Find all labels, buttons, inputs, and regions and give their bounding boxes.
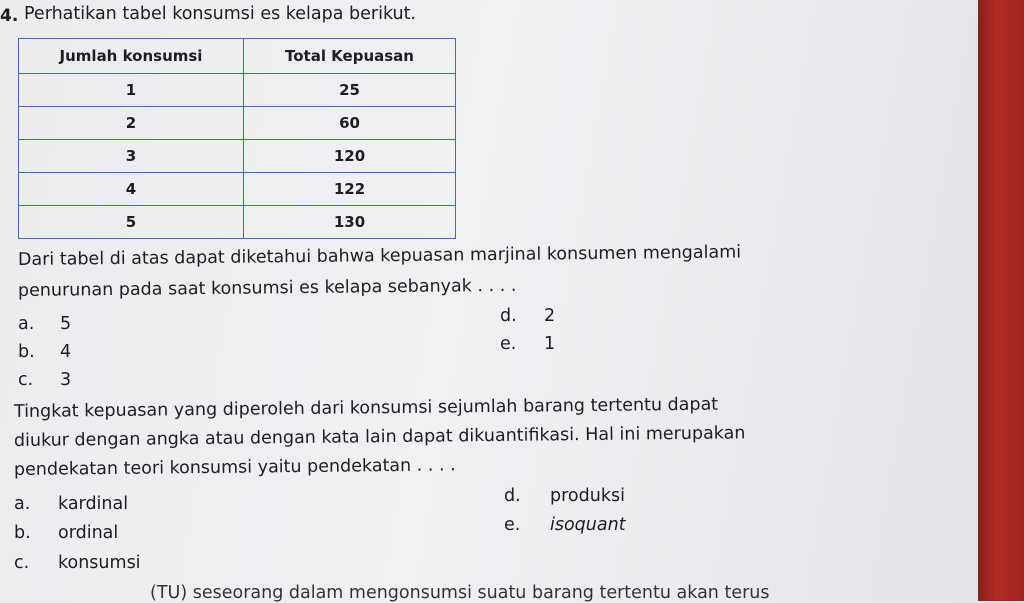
- option-text-d: produksi: [550, 486, 625, 506]
- table-row: [19, 206, 456, 239]
- table-header: Total Kepuasan: [244, 39, 456, 74]
- question-number: 4.: [0, 6, 19, 26]
- table-cell: 130: [244, 206, 456, 239]
- table-cell: 3: [19, 140, 244, 173]
- question-stem-line: Tingkat kepuasan yang diperoleh dari konsumsi sejumlah barang tertentu dapat: [13, 394, 719, 422]
- table-cell: 122: [244, 173, 456, 206]
- question-stem-line: penurunan pada saat konsumsi es kelapa sebanyak . . . .: [17, 275, 517, 301]
- question-stem-line: Dari tabel di atas dapat diketahui bahwa kepuasan marjinal konsumen mengalami: [17, 242, 742, 270]
- consumption-table: [18, 38, 456, 239]
- table-cell: 60: [244, 107, 456, 140]
- table-header-row: [19, 39, 456, 74]
- cut-off-text-line: (TU) seseorang dalam mengonsumsi suatu barang tertentu akan terus: [150, 583, 770, 603]
- question-stem-line: diukur dengan angka atau dengan kata lain dapat dikuantifikasi. Hal ini merupakan: [13, 423, 746, 451]
- table-cell: 4: [19, 173, 244, 206]
- option-text-c: konsumsi: [58, 553, 141, 573]
- option-letter-a: a.: [14, 494, 31, 514]
- table-row: [19, 74, 456, 107]
- option-letter-c: c.: [18, 370, 34, 390]
- option-letter-e: e.: [504, 515, 521, 535]
- option-text-a: 5: [60, 314, 72, 334]
- option-letter-e: e.: [500, 334, 517, 354]
- red-background-edge: [978, 0, 1024, 601]
- table-cell: 5: [19, 206, 244, 239]
- table-row: [19, 173, 456, 206]
- table-row: [19, 140, 456, 173]
- option-letter-d: d.: [500, 306, 517, 326]
- question-intro: Perhatikan tabel konsumsi es kelapa berikut.: [24, 4, 417, 24]
- option-text-d: 2: [544, 306, 556, 326]
- option-text-b: 4: [60, 342, 72, 362]
- option-letter-b: b.: [18, 342, 35, 362]
- option-letter-b: b.: [14, 523, 31, 543]
- table-cell: 25: [244, 74, 456, 107]
- table-cell: 1: [19, 74, 244, 107]
- option-text-b: ordinal: [58, 523, 119, 543]
- table-cell: 2: [19, 107, 244, 140]
- table-row: [19, 107, 456, 140]
- table-cell: 120: [244, 140, 456, 173]
- question-stem-line: pendekatan teori konsumsi yaitu pendekatan . . . .: [13, 455, 456, 480]
- option-text-e: 1: [544, 334, 556, 354]
- option-letter-c: c.: [14, 553, 30, 573]
- option-text-a: kardinal: [58, 494, 129, 514]
- option-letter-d: d.: [504, 486, 521, 506]
- option-text-e: isoquant: [550, 515, 626, 535]
- option-letter-a: a.: [18, 314, 35, 334]
- option-text-c: 3: [60, 370, 72, 390]
- table-header: Jumlah konsumsi: [19, 39, 244, 74]
